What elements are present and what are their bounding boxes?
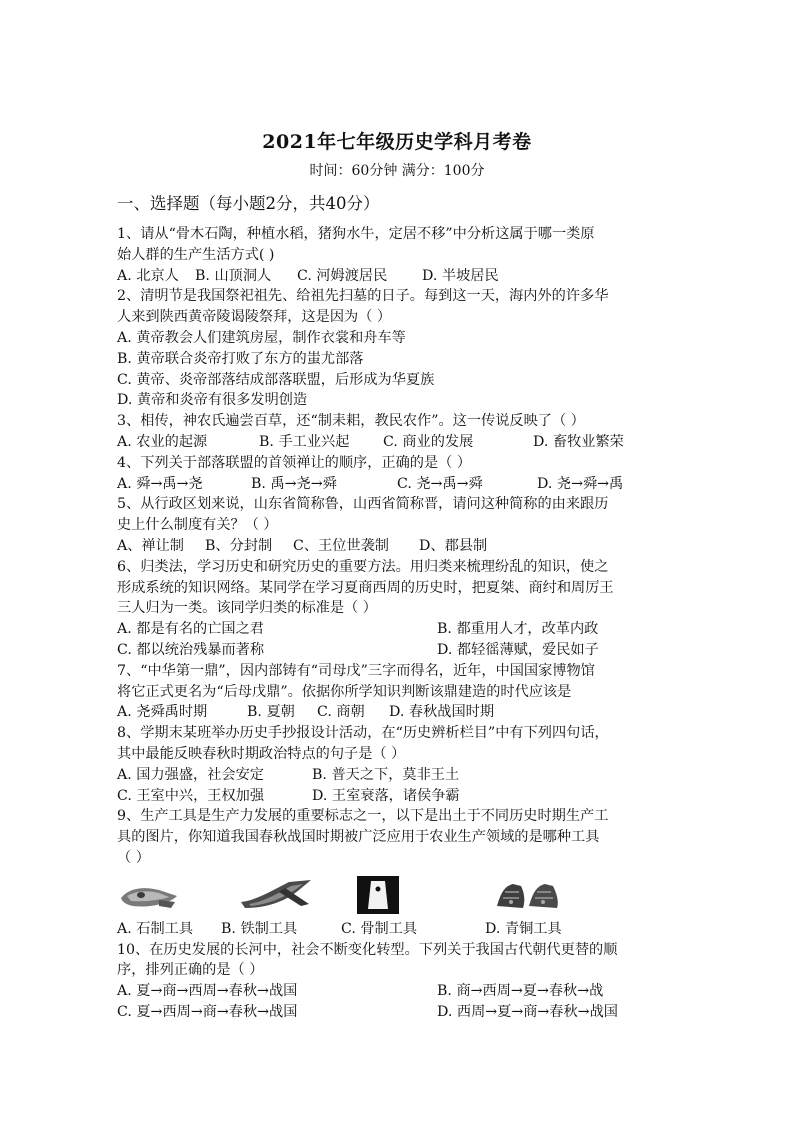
option-row [117,536,677,557]
option-d[interactable]: D. 尧→舜→禹 [537,475,624,492]
question-5 [117,494,677,556]
question-3 [117,411,677,453]
question-stem: 其中最能反映春秋时期政治特点的句子是（ ） [117,745,406,762]
option-a[interactable]: A. 舜→禹→尧 [117,475,203,492]
question-6 [117,557,677,661]
option-b[interactable]: B、分封制 [205,537,273,554]
option-d[interactable]: D. 西周→夏→商→春秋→战国 [437,1003,618,1020]
option-a[interactable]: A. 国力强盛，社会安定 [117,766,264,783]
option-b[interactable]: B. 商→西周→夏→春秋→战 [437,983,604,1000]
question-stem: 10、在历史发展的长河中，社会不断变化转型。下列关于我国古代朝代更替的顺 [117,941,618,958]
question-stem: 史上什么制度有关？（ ） [117,517,278,534]
question-list [117,224,677,1023]
iron-tool-icon [239,878,315,912]
question-stem: 3、相传，神农氏遍尝百草，还“制耒耜，教民农作”。这一传说反映了（ ） [117,413,585,430]
option-b[interactable]: B. 铁制工具 [221,920,298,937]
question-stem: 人来到陕西黄帝陵谒陵祭拜，这是因为（ ） [117,309,392,326]
bronze-tool-icon [495,878,561,912]
question-stem: 将它正式更名为“后母戊鼎”。依据你所学知识判断该鼎建造的时代应该是 [117,683,572,700]
option-row [117,640,677,661]
stone-tool-icon [119,878,181,912]
option-a[interactable]: A、禅让制 [117,537,184,554]
option-row [117,702,677,723]
option-c[interactable]: C. 商朝 [317,704,365,721]
tool-images [117,873,677,917]
option-row [117,919,677,940]
question-2 [117,286,677,411]
question-8 [117,723,677,806]
option-c[interactable]: C. 尧→禹→舜 [397,475,483,492]
option-b[interactable]: B. 山顶洞人 [195,267,272,284]
option-a[interactable]: A. 农业的起源 [117,433,208,450]
option-row [117,765,677,786]
option-row [117,981,677,1002]
option-d[interactable]: D. 黄帝和炎帝有很多发明创造 [117,392,308,409]
question-stem: 9、生产工具是生产力发展的重要标志之一，以下是出土于不同历史时期生产工 [117,808,609,825]
question-stem: 2、清明节是我国祭祀祖先、给祖先扫墓的日子。每到这一天，海内外的许多华 [117,288,609,305]
question-7 [117,661,677,723]
option-d[interactable]: D. 半坡居民 [422,267,499,284]
question-stem: 7、“中华第一鼎”，因内部铸有“司母戊”三字而得名，近年，中国国家博物馆 [117,662,595,679]
question-stem: （ ） [117,849,150,866]
question-stem: 形成系统的知识网络。某同学在学习夏商西周的历史时，把夏桀、商纣和周厉王 [117,579,614,596]
option-a[interactable]: A. 都是有名的亡国之君 [117,621,264,638]
option-c[interactable]: C. 王室中兴，王权加强 [117,787,265,804]
question-10 [117,940,677,1023]
option-a[interactable]: A. 黄帝教会人们建筑房屋，制作衣裳和舟车等 [117,329,406,346]
question-stem: 具的图片，你知道我国春秋战国时期被广泛应用于农业生产领域的是哪种工具 [117,829,600,846]
question-stem: 1、请从“骨木石陶，种植水稻，猪狗水牛，定居不移”中分析这属于哪一类原 [117,226,595,242]
option-b[interactable]: B. 手工业兴起 [259,433,350,450]
option-c[interactable]: C. 河姆渡居民 [297,267,388,284]
option-c[interactable]: C. 黄帝、炎帝部落结成部落联盟，后形成为华夏族 [117,371,435,388]
bone-tool-icon [357,876,399,914]
option-b[interactable]: B. 禹→尧→舜 [251,475,337,492]
question-stem: 序，排列正确的是（ ） [117,962,264,979]
question-stem: 三人归为一类。该同学归类的标准是（ ） [117,600,377,617]
option-row [117,1002,677,1023]
option-c[interactable]: C、王位世袭制 [293,537,389,554]
option-row [117,474,677,495]
option-b[interactable]: B. 黄帝联合炎帝打败了东方的蚩尤部落 [117,350,364,367]
question-4 [117,453,677,495]
option-d[interactable]: D. 青铜工具 [485,920,562,937]
option-c[interactable]: C. 商业的发展 [383,433,474,450]
question-1 [117,224,677,286]
option-a[interactable]: A. 尧舜禹时期 [117,704,208,721]
option-b[interactable]: B. 都重用人才，改革内政 [437,621,599,638]
option-a[interactable]: A. 石制工具 [117,920,194,937]
option-d[interactable]: D. 畜牧业繁荣 [533,433,624,450]
question-stem: 5、从行政区划来说，山东省简称鲁，山西省简称晋，请问这种简称的由来跟历 [117,496,609,513]
question-stem: 4、下列关于部落联盟的首领禅让的顺序，正确的是（ ） [117,454,472,471]
option-row [117,432,677,453]
option-d[interactable]: D. 王室衰落，诸侯争霸 [312,787,460,804]
option-a[interactable]: A. 北京人 [117,267,179,284]
exam-info: 时间：60分钟 满分：100分 [309,163,485,179]
question-stem: 6、归类法，学习历史和研究历史的重要方法。用归类来梳理纷乱的知识，使之 [117,558,609,575]
option-b[interactable]: B. 夏朝 [247,704,295,721]
question-stem: 8、学期末某班举办历史手抄报设计活动，在“历史辨析栏目”中有下列四句话， [117,725,609,742]
option-row [117,786,677,807]
question-9 [117,806,677,939]
option-c[interactable]: C. 夏→西周→商→春秋→战国 [117,1003,298,1020]
option-b[interactable]: B. 普天之下，莫非王土 [312,766,460,783]
page-title: 2021年七年级历史学科月考卷 [262,131,532,153]
option-a[interactable]: A. 夏→商→西周→春秋→战国 [117,983,298,1000]
option-row [117,619,677,640]
option-c[interactable]: C. 骨制工具 [341,920,418,937]
section-heading: 一、选择题（每小题2分，共40分） [117,194,380,213]
option-c[interactable]: C. 都以统治残暴而著称 [117,641,265,658]
option-d[interactable]: D. 都轻徭薄赋，爱民如子 [437,641,599,658]
option-d[interactable]: D. 春秋战国时期 [389,704,495,721]
option-row [117,266,677,287]
question-stem: 始人群的生产生活方式( ) [117,246,275,263]
option-d[interactable]: D、郡县制 [419,537,488,554]
